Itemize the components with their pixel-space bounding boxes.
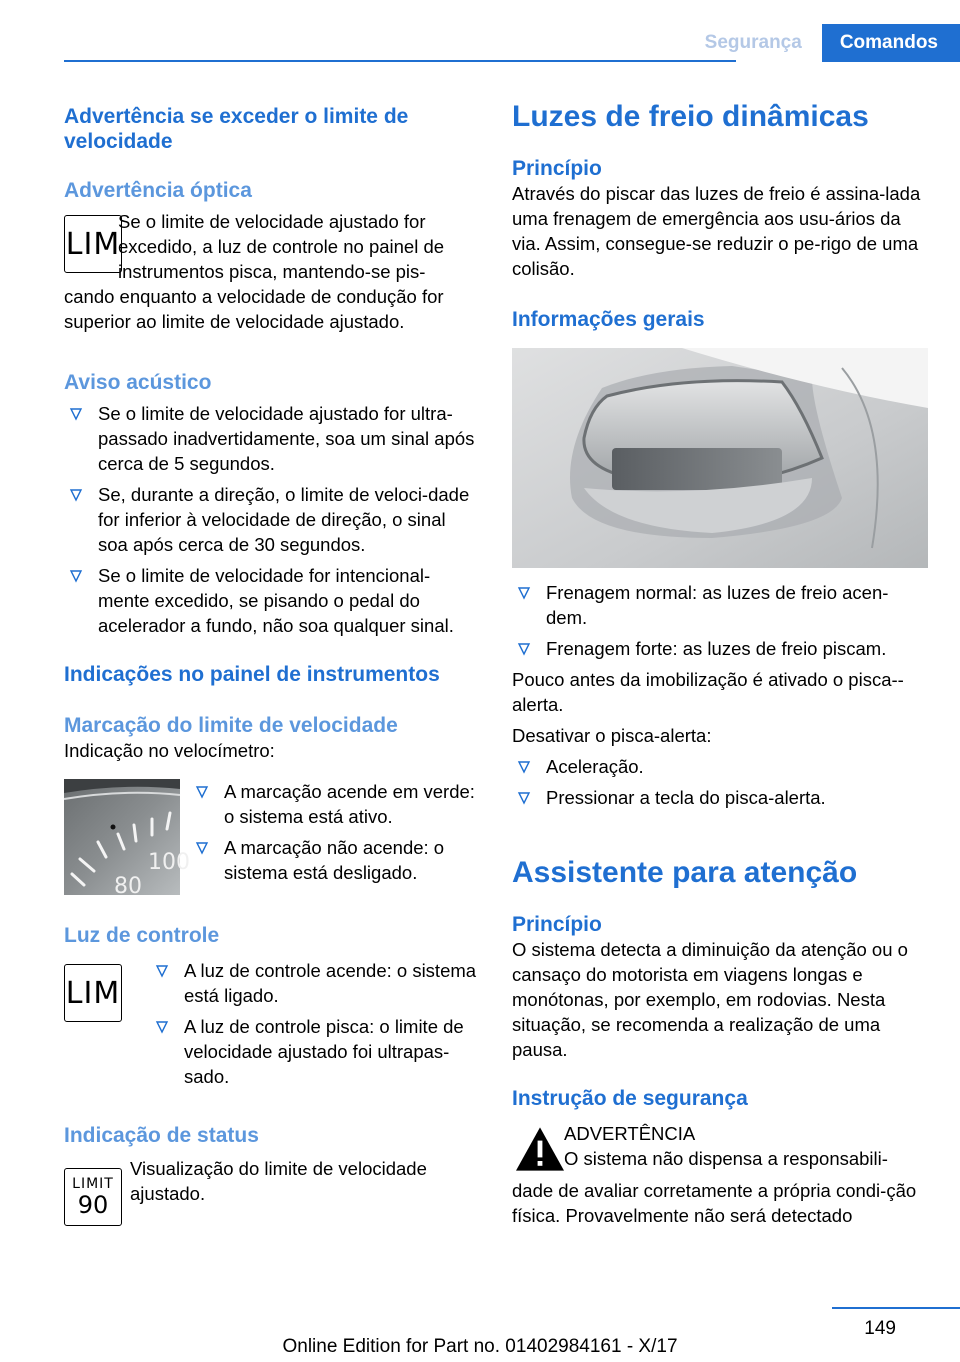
deactivate-text: Desativar o pisca-alerta: xyxy=(512,725,712,746)
footer-edition: Online Edition for Part no. 01402984161 - X/17 xyxy=(282,1336,678,1357)
bullet-triangle-icon xyxy=(518,636,532,661)
list-item: A marcação não acende: o sistema está desligado. xyxy=(190,835,480,885)
heading-acoustic-warning: Aviso acústico xyxy=(64,371,212,394)
footer-rule xyxy=(832,1307,960,1309)
bullet-triangle-icon xyxy=(518,785,532,810)
list-item: A luz de controle acende: o sistema está ligado. xyxy=(150,958,480,1008)
section-title-dynamic-brake-lights: Luzes de freio dinâmicas xyxy=(512,100,869,133)
list-item: A marcação acende em verde: o sistema está ativo. xyxy=(190,779,480,829)
bullet-triangle-icon xyxy=(196,779,210,804)
list-item: Frenagem normal: as luzes de freio acen-dem. xyxy=(512,580,928,630)
heading-speed-limit-marking: Marcação do limite de velocidade xyxy=(64,714,398,737)
control-list xyxy=(150,958,480,1089)
limit-icon-value: 90 xyxy=(77,1191,109,1219)
page-number: 149 xyxy=(864,1318,896,1339)
list-item: Pressionar a tecla do pisca-alerta. xyxy=(512,785,928,810)
optical-text-line-2: excedido, a luz de controle no painel de xyxy=(118,236,445,257)
optical-warning-block xyxy=(64,209,480,284)
warning-label: ADVERTÊNCIA xyxy=(564,1123,696,1144)
bullet-triangle-icon xyxy=(156,958,170,983)
heading-instrument-indications: Indicações no painel de instrumentos xyxy=(64,663,440,686)
bullet-triangle-icon xyxy=(196,835,210,860)
list-item: Frenagem forte: as luzes de freio piscam. xyxy=(512,636,928,661)
header-rule xyxy=(64,60,736,62)
tab-comandos[interactable]: Comandos xyxy=(822,24,960,62)
header-tabs xyxy=(685,24,960,62)
principle-text: Através do piscar das luzes de freio é assina-lada uma frenagem de emergência aos usu-ários da via. Assim, consegue-se reduzir o pe-rigo de uma colisão. xyxy=(512,183,921,279)
left-column xyxy=(64,100,480,1226)
heading-optical-warning: Advertência óptica xyxy=(64,179,252,202)
heading-principle: Princípio xyxy=(512,157,602,180)
lim-control-light-icon: LIM xyxy=(64,964,122,1022)
list-item: Se o limite de velocidade for intencional-mente excedido, se pisando o pedal do acelerador a fundo, não soa qualquer sinal. xyxy=(64,563,480,638)
section-title-attention-assistant: Assistente para atenção xyxy=(512,856,858,889)
bullet-triangle-icon xyxy=(156,1014,170,1039)
brake-list xyxy=(512,580,928,661)
heading-attention-principle: Princípio xyxy=(512,913,602,936)
status-block xyxy=(64,1156,480,1226)
bullet-triangle-icon xyxy=(518,754,532,779)
list-item: Se, durante a direção, o limite de veloci-dade for inferior à velocidade de direção, o sinal soa após cerca de 30 segundos. xyxy=(64,482,480,557)
control-light-block xyxy=(64,958,480,1089)
lim-indicator-icon: LIM xyxy=(64,215,122,273)
bullet-triangle-icon xyxy=(70,482,84,507)
optical-text-line-1: Se o limite de velocidade ajustado for xyxy=(118,211,426,232)
attention-principle-text: O sistema detecta a diminuição da atenção ou o cansaço do motorista em viagens longas e monótonas, por exemplo, em rodovias. Nesta situação, se recomenda a realização de uma pausa. xyxy=(512,939,908,1060)
speedo-label-80: 80 xyxy=(114,874,142,899)
list-item: A luz de controle pisca: o limite de velocidade ajustado foi ultrapas-sado. xyxy=(150,1014,480,1089)
speedo-label-100: 100 xyxy=(148,850,190,875)
optical-text-rest: cando enquanto a velocidade de condução for superior ao limite de velocidade ajustado. xyxy=(64,286,444,332)
deactivate-list xyxy=(512,754,928,810)
limit-90-icon xyxy=(64,1168,122,1226)
hazard-text: Pouco antes da imobilização é ativado o pisca--alerta. xyxy=(512,669,904,715)
heading-general-info: Informações gerais xyxy=(512,308,705,331)
heading-status-indication: Indicação de status xyxy=(64,1124,259,1147)
marking-text: Indicação no velocímetro: xyxy=(64,740,275,761)
list-item: Se o limite de velocidade ajustado for ultra-passado inadvertidamente, soa um sinal após cerca de 5 segundos. xyxy=(64,401,480,476)
warning-rest: dade de avaliar corretamente a própria condi-ção física. Provavelmente não será detectado xyxy=(512,1180,917,1226)
marking-list xyxy=(190,779,480,895)
heading-safety-instruction: Instrução de segurança xyxy=(512,1087,748,1110)
list-item: Aceleração. xyxy=(512,754,928,779)
bullet-triangle-icon xyxy=(518,580,532,605)
warning-triangle-icon xyxy=(512,1125,568,1173)
status-text: Visualização do limite de velocidade ajustado. xyxy=(130,1158,427,1204)
bullet-triangle-icon xyxy=(70,563,84,588)
heading-control-light: Luz de controle xyxy=(64,924,220,947)
right-column xyxy=(512,100,928,1228)
speedometer-image xyxy=(64,779,190,899)
tab-seguranca[interactable]: Segurança xyxy=(685,24,822,62)
acoustic-list xyxy=(64,401,480,638)
limit-icon-label: LIMIT xyxy=(72,1176,114,1192)
optical-text-line-3: instrumentos pisca, mantendo-se pis- xyxy=(118,261,426,282)
tail-light-image xyxy=(512,348,928,568)
section-title-speed-warning: Advertência se exceder o limite de velocidade xyxy=(64,105,409,153)
speedometer-block xyxy=(64,779,480,899)
bullet-triangle-icon xyxy=(70,401,84,426)
warning-line-1: O sistema não dispensa a responsabili- xyxy=(564,1148,888,1169)
warning-block xyxy=(512,1121,928,1178)
